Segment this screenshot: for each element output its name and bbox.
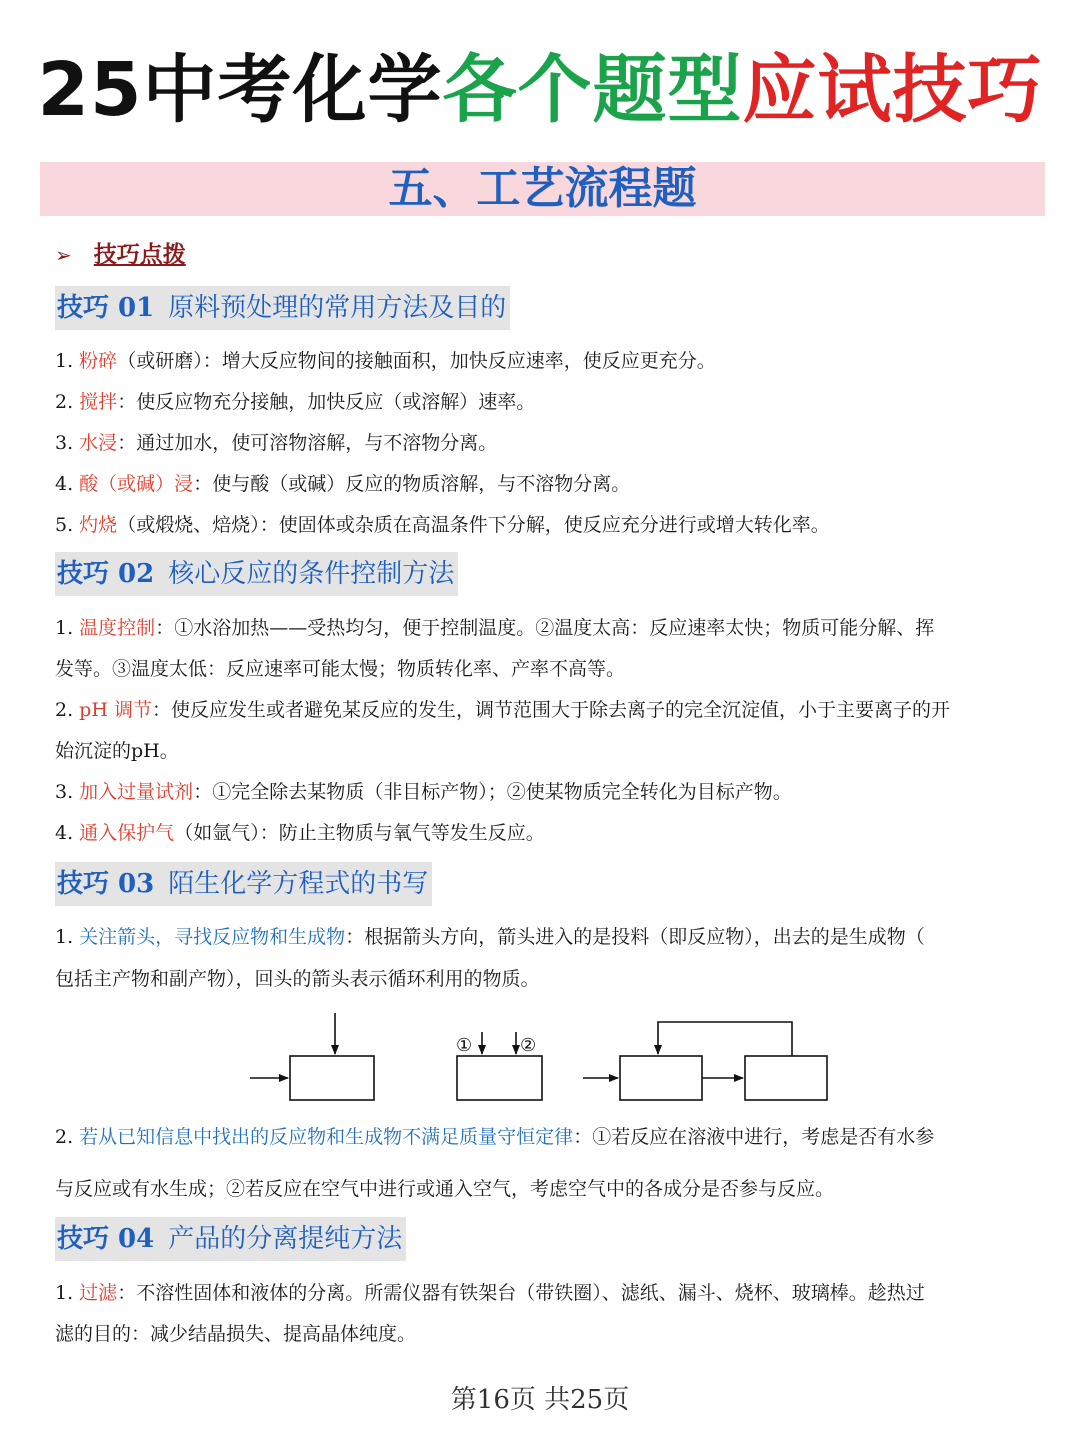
skill-02-line-4 [55, 818, 1045, 848]
item-number: 1. [55, 926, 80, 948]
arrow-bullet-icon: ➢ [55, 243, 72, 267]
skill-02-line-3 [55, 777, 1045, 807]
item-text: （或研磨）：增大反应物间的接触面积，加快反应速率，使反应更充分。 [117, 350, 716, 372]
item-number: 4. [55, 822, 80, 844]
process-box [457, 1056, 542, 1100]
title-part3: 应试技巧 [742, 47, 1043, 133]
skill-02-line-2-cont: 始沉淀的pH。 [55, 740, 179, 762]
skill-01-line-5 [55, 510, 1045, 540]
skill-01-line-1 [55, 346, 1045, 376]
process-box [620, 1056, 702, 1100]
title-part2: 各个题型 [442, 47, 743, 133]
item-number: 3. [55, 432, 80, 454]
flow-diagrams [240, 1008, 840, 1108]
item-number: 1. [55, 1282, 80, 1304]
item-text: ：通过加水，使可溶物溶解，与不溶物分离。 [117, 432, 498, 454]
skill-title: 核心反应的条件控制方法 [168, 559, 455, 589]
skill-03-line-2-cont: 与反应或有水生成；②若反应在空气中进行或通入空气，考虑空气中的各成分是否参与反应。 [55, 1178, 835, 1200]
skill-title: 产品的分离提纯方法 [168, 1224, 403, 1254]
recycle-arrow [658, 1022, 792, 1056]
item-number: 5. [55, 514, 80, 536]
flow-diagram-1 [250, 1013, 374, 1100]
process-box [745, 1056, 827, 1100]
item-number: 2. [55, 699, 80, 721]
item-keyword: 若从已知信息中找出的反应物和生成物不满足质量守恒定律 [79, 1126, 574, 1148]
skill-03-line-2 [55, 1122, 1045, 1152]
tips-label: 技巧点拨 [93, 241, 186, 268]
item-keyword: 加入过量试剂 [79, 781, 194, 803]
item-number: 4. [55, 473, 80, 495]
skill-03-line-1 [55, 922, 1045, 952]
skill-03-heading [55, 862, 432, 906]
item-text: ：不溶性固体和液体的分离。所需仪器有铁架台（带铁圈）、滤纸、漏斗、烧杯、玻璃棒。趁热过 [117, 1282, 925, 1304]
skill-02-line-1-cont: 发等。③温度太低：反应速率可能太慢；物质转化率、产率不高等。 [55, 658, 626, 680]
skill-03-line-1-cont: 包括主产物和副产物），回头的箭头表示循环利用的物质。 [55, 968, 540, 990]
skill-04-line-1 [55, 1278, 1045, 1308]
item-text: ：使反应发生或者避免某反应的发生，调节范围大于除去离子的完全沉淀值，小于主要离子的开 [151, 699, 950, 721]
skill-02-line-2 [55, 695, 1045, 725]
skill-number: 技巧 02 [57, 559, 155, 589]
item-text: （如氩气）：防止主物质与氧气等发生反应。 [174, 822, 545, 844]
skill-01-heading [55, 286, 510, 330]
item-text: ：①水浴加热——受热均匀，便于控制温度。②温度太高：反应速率太快；物质可能分解、挥 [155, 617, 935, 639]
tips-heading [55, 238, 186, 272]
skill-02-line-1 [55, 613, 1045, 643]
input-label-1: ① [456, 1035, 473, 1056]
skill-01-line-4 [55, 469, 1045, 499]
item-keyword: 粉碎 [79, 350, 118, 372]
skill-01-line-3 [55, 428, 1045, 458]
item-keyword: 温度控制 [79, 617, 156, 639]
skill-title: 陌生化学方程式的书写 [168, 869, 429, 899]
item-text: ：使反应物充分接触，加快反应（或溶解）速率。 [117, 391, 536, 413]
skill-02-heading [55, 552, 458, 596]
skill-04-line-1-cont: 滤的目的：减少结晶损失、提高晶体纯度。 [55, 1323, 417, 1345]
item-number: 3. [55, 781, 80, 803]
item-keyword: 灼烧 [79, 514, 118, 536]
item-keyword: 关注箭头，寻找反应物和生成物 [79, 926, 346, 948]
skill-number: 技巧 03 [57, 869, 155, 899]
skill-01-line-2 [55, 387, 1045, 417]
skill-number: 技巧 01 [57, 293, 155, 323]
input-label-2: ② [520, 1035, 537, 1056]
item-number: 1. [55, 350, 80, 372]
item-text: ：使与酸（或碱）反应的物质溶解，与不溶物分离。 [193, 473, 631, 495]
page-footer: 第16页 共25页 [450, 1385, 630, 1415]
item-number: 2. [55, 1126, 80, 1148]
item-number: 2. [55, 391, 80, 413]
item-keyword: 水浸 [79, 432, 118, 454]
skill-04-heading [55, 1217, 406, 1261]
flow-diagram-2 [456, 1032, 542, 1100]
process-box [290, 1056, 374, 1100]
item-text: ：①若反应在溶液中进行，考虑是否有水参 [573, 1126, 935, 1148]
skill-title: 原料预处理的常用方法及目的 [168, 293, 507, 323]
title-part1: 25中考化学 [37, 47, 443, 133]
page-title [0, 40, 1080, 140]
item-keyword: 通入保护气 [79, 822, 175, 844]
item-keyword: pH 调节 [79, 699, 152, 721]
item-text: （或煅烧、焙烧）：使固体或杂质在高温条件下分解，使反应充分进行或增大转化率。 [117, 514, 830, 536]
skill-number: 技巧 04 [57, 1224, 155, 1254]
item-text: ：根据箭头方向，箭头进入的是投料（即反应物），出去的是生成物（ [345, 926, 925, 948]
section-banner: 五、工艺流程题 [40, 162, 1045, 216]
item-number: 1. [55, 617, 80, 639]
item-keyword: 过滤 [79, 1282, 118, 1304]
item-keyword: 搅拌 [79, 391, 118, 413]
flow-diagram-3 [583, 1022, 827, 1100]
item-text: ：①完全除去某物质（非目标产物）；②使某物质完全转化为目标产物。 [193, 781, 792, 803]
item-keyword: 酸（或碱）浸 [79, 473, 194, 495]
